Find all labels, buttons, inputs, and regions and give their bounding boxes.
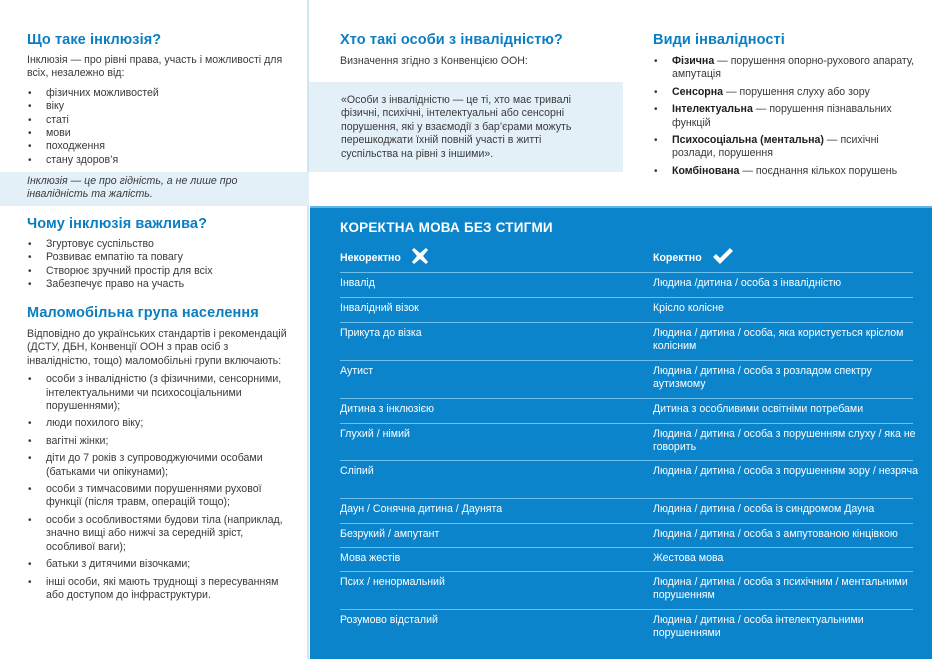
list-item [653,86,918,99]
list-item: • Згуртовує суспільство [27,238,287,251]
section-heading: Що таке інклюзія? [27,32,162,48]
table-row [340,460,919,498]
checkmark-icon [712,247,734,268]
correct-term: Людина / дитина / особа з порушенням зору / незряча [653,465,919,477]
description: — порушення слуху або зору [723,85,870,98]
correct-term: Людина / дитина / особа з психічним / ментальними порушенням [653,576,908,602]
correct-language-panel [310,206,932,659]
list-item [653,103,918,130]
why-inclusion-section [27,216,287,292]
description: — порушення опорно-рухового апарату, ампутація [672,55,915,81]
section-heading: Види інвалідності [653,32,785,48]
inclusion-callout: Інклюзія — це про гідність, а не лише про інвалідність та жалість. [0,172,309,206]
list-item: • батьки з дитячими візочками; [27,558,287,571]
left-column [0,0,309,659]
term: Комбінована [672,164,740,177]
list-item [653,134,918,161]
incorrect-term: Сліпий [340,465,374,477]
list-item [653,55,918,82]
incorrect-term: Мова жестів [340,552,401,564]
description: — психічні розлади, порушення [672,134,879,160]
section-intro: Відповідно до українських стандартів і рекомендацій (ДСТУ, ДБН, Конвенції ООН з прав осіб з інвалідністю, тощо) маломобільні групи включають: [27,328,287,367]
correct-label: Коректно [653,251,702,264]
section-intro: Інклюзія — про рівні права, участь і можливості для всіх, незалежно від: [27,54,283,80]
term: Психосоціальна (ментальна) [672,134,824,147]
incorrect-term: Інвалідний візок [340,302,419,314]
table-row [340,547,913,571]
table-row [340,423,916,460]
incorrect-term: Прикута до візка [340,327,422,339]
panel-title: КОРЕКТНА МОВА БЕЗ СТИГМИ [340,220,553,235]
list-item [653,165,918,178]
list-item: • Забезпечує право на участь [27,278,287,291]
incorrect-term: Даун / Сонячна дитина / Даунята [340,503,503,515]
right-column [623,0,932,206]
correct-term: Дитина з особливими освітніми потребами [653,403,864,415]
cross-icon [411,247,429,268]
list-item: • особи з інвалідністю (з фізичними, сенсорними, інтелектуальними чи психосоціальними порушеннями); [27,373,287,413]
low-mobility-section [27,305,287,602]
list-item: • стану здоров’я [27,154,287,167]
table-row [340,498,913,523]
description: — поєднання кількох порушень [739,164,898,177]
correct-term: Крісло колісне [653,302,724,314]
list-item: • фізичних можливостей [27,87,287,100]
incorrect-term: Розумово відсталий [340,614,438,626]
description: — порушення пізнавальних функцій [672,103,892,129]
incorrect-term: Безрукий / ампутант [340,528,440,540]
correct-term: Людина / дитина / особа, яка користується кріслом колісним [653,327,904,353]
correct-term: Людина / дитина / особа з ампутованою кінцівкою [653,528,898,540]
incorrect-term: Аутист [340,365,374,377]
definition-subtitle: Визначення згідно з Конвенцією ООН: [340,55,528,67]
disability-types-list [653,55,918,182]
section-heading: Хто такі особи з інвалідністю? [340,32,563,48]
table-row [340,272,913,297]
incorrect-term: Псих / ненормальний [340,576,445,588]
table-row [340,398,913,423]
term: Сенсорна [672,85,724,98]
list-item: • особи з особливостями будови тіла (наприклад, значно вищі або нижчі за середній зріст, особливої ваги); [27,514,287,554]
table-row [340,609,913,649]
correct-term: Людина /дитина / особа з інвалідністю [653,277,842,289]
list-item: • походження [27,140,287,153]
incorrect-term: Інвалід [340,277,375,289]
list-item: • мови [27,127,287,140]
correct-term: Жестова мова [653,552,724,564]
list-item: • люди похилого віку; [27,417,287,430]
middle-column [309,0,623,206]
term: Фізична [672,55,715,67]
what-is-inclusion-section [27,32,287,167]
table-row [340,297,913,322]
table-row [340,523,913,547]
list-item: • віку [27,100,287,113]
list-item: • інші особи, які мають труднощі з пересуванням або доступом до інфраструктури. [27,576,287,603]
term: Інтелектуальна [672,103,753,116]
incorrect-label: Некоректно [340,251,401,264]
incorrect-term: Дитина з інклюзією [340,403,434,415]
list-item: • діти до 7 років з супроводжуючими особами (батьками чи опікунами); [27,452,287,479]
section-heading: Маломобільна група населення [27,305,259,321]
list-item: • Розвиває емпатію та повагу [27,251,287,264]
list-item: • Створює зручний простір для всіх [27,265,287,278]
low-mobility-list [27,373,287,602]
incorrect-term: Глухий / німий [340,428,410,440]
correct-term: Людина / дитина / особа з розладом спектру аутизмому [653,365,872,391]
correct-term: Людина / дитина / особа з порушенням слуху / яка не говорить [653,428,916,454]
table-row [340,322,913,360]
correct-term: Людина / дитина / особа інтелектуальними порушеннями [653,614,864,640]
list-item: • вагітні жінки; [27,435,287,448]
incorrect-column-header [340,247,429,268]
correct-column-header [653,247,734,268]
section-heading: Чому інклюзія важлива? [27,216,208,232]
list-item: • особи з тимчасовими порушеннями рухової функції (після травм, операцій тощо); [27,483,287,510]
list-item: • статі [27,114,287,127]
table-row [340,360,913,398]
why-list [27,238,287,292]
table-row [340,571,913,609]
un-definition-quote: «Особи з інвалідністю — це ті, хто має тривалі фізичні, психічні, інтелектуальні або сенсорні порушення, які у взаємодії з бар’єрами можуть перешкоджати їхній повній участі в житті суспільства на рівні з іншими». [309,82,623,172]
inclusion-factors-list [27,87,287,167]
correct-term: Людина / дитина / особа із синдромом Дауна [653,503,875,515]
